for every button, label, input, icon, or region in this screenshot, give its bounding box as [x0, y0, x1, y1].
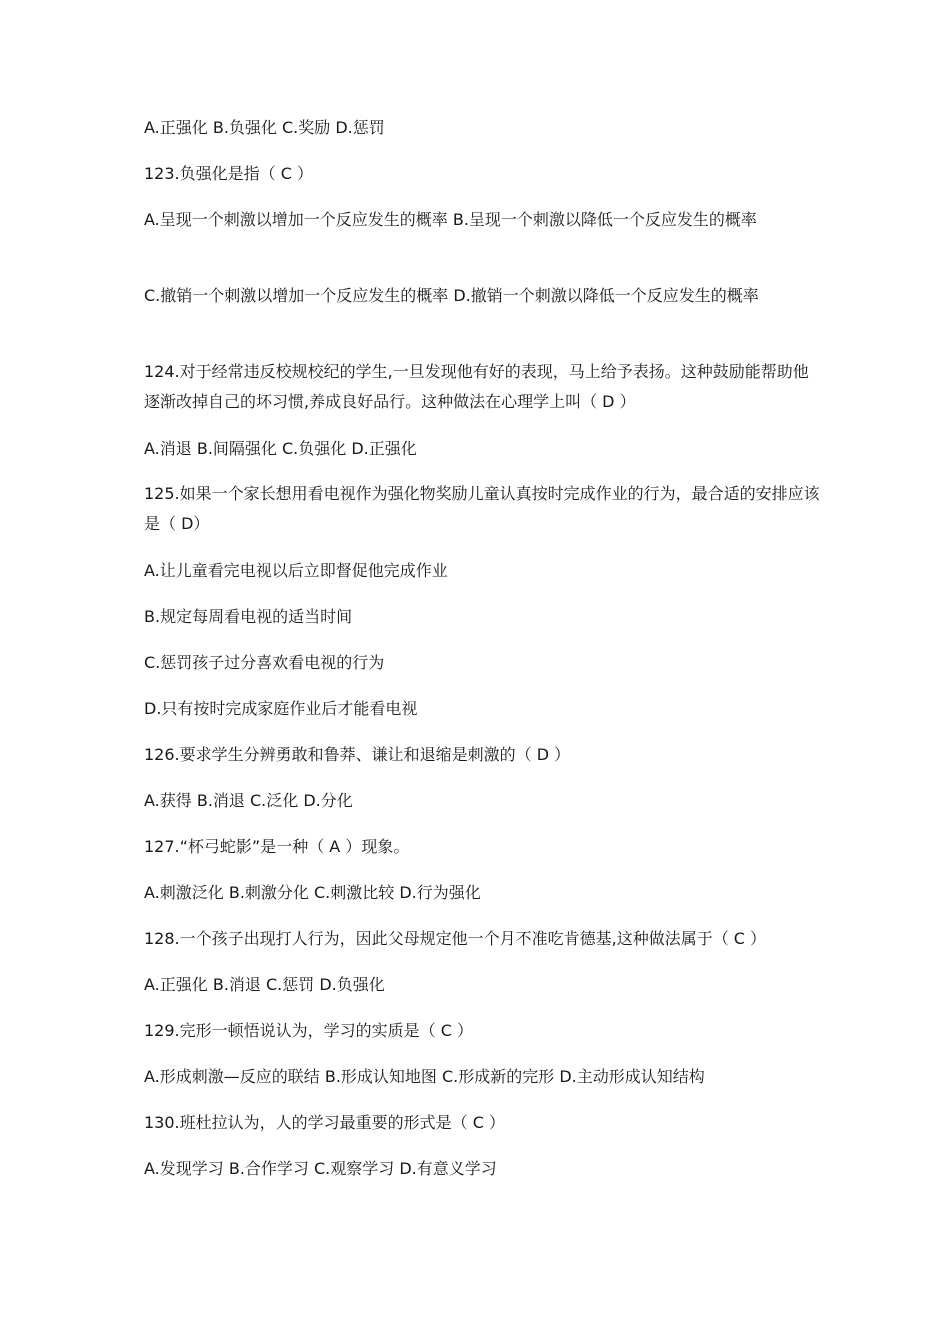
text-line: A.正强化 B.负强化 C.奖励 D.惩罚 [144, 118, 385, 137]
text-line: A.获得 B.消退 C.泛化 D.分化 [144, 791, 353, 810]
text-line: A.消退 B.间隔强化 C.负强化 D.正强化 [144, 439, 417, 458]
text-line: A.刺激泛化 B.刺激分化 C.刺激比较 D.行为强化 [144, 883, 481, 902]
text-line: A.形成刺激—反应的联结 B.形成认知地图 C.形成新的完形 D.主动形成认知结构 [144, 1067, 705, 1086]
question-line: 126.要求学生分辨勇敢和鲁莽、谦让和退缩是刺激的（ D ） [144, 745, 571, 764]
text-line: B.规定每周看电视的适当时间 [144, 607, 353, 626]
text-line: A.正强化 B.消退 C.惩罚 D.负强化 [144, 975, 385, 994]
text-line: C.撤销一个刺激以增加一个反应发生的概率 D.撤销一个刺激以降低一个反应发生的概率 [144, 286, 759, 305]
question-line: 125.如果一个家长想用看电视作为强化物奖励儿童认真按时完成作业的行为，最合适的安排应该是（ D） [144, 484, 820, 533]
question-line: 124.对于经常违反校规校纪的学生,一旦发现他有好的表现，马上给予表扬。这种鼓励能帮助他逐渐改掉自己的坏习惯,养成良好品行。这种做法在心理学上叫（ D ） [144, 362, 809, 411]
question-line: 127.“杯弓蛇影”是一种（ A ）现象。 [144, 837, 410, 856]
question-line: 123.负强化是指（ C ） [144, 164, 313, 183]
text-line: A.让儿童看完电视以后立即督促他完成作业 [144, 561, 448, 580]
question-line: 128.一个孩子出现打人行为，因此父母规定他一个月不准吃肯德基,这种做法属于（ C ） [144, 929, 767, 948]
question-line: 129.完形一顿悟说认为，学习的实质是（ C ） [144, 1021, 473, 1040]
text-line: D.只有按时完成家庭作业后才能看电视 [144, 699, 418, 718]
question-line: 130.班杜拉认为，人的学习最重要的形式是（ C ） [144, 1113, 505, 1132]
text-line: A.发现学习 B.合作学习 C.观察学习 D.有意义学习 [144, 1159, 497, 1178]
text-line: A.呈现一个刺激以增加一个反应发生的概率 B.呈现一个刺激以降低一个反应发生的概率 [144, 210, 757, 229]
text-line: C.惩罚孩子过分喜欢看电视的行为 [144, 653, 385, 672]
